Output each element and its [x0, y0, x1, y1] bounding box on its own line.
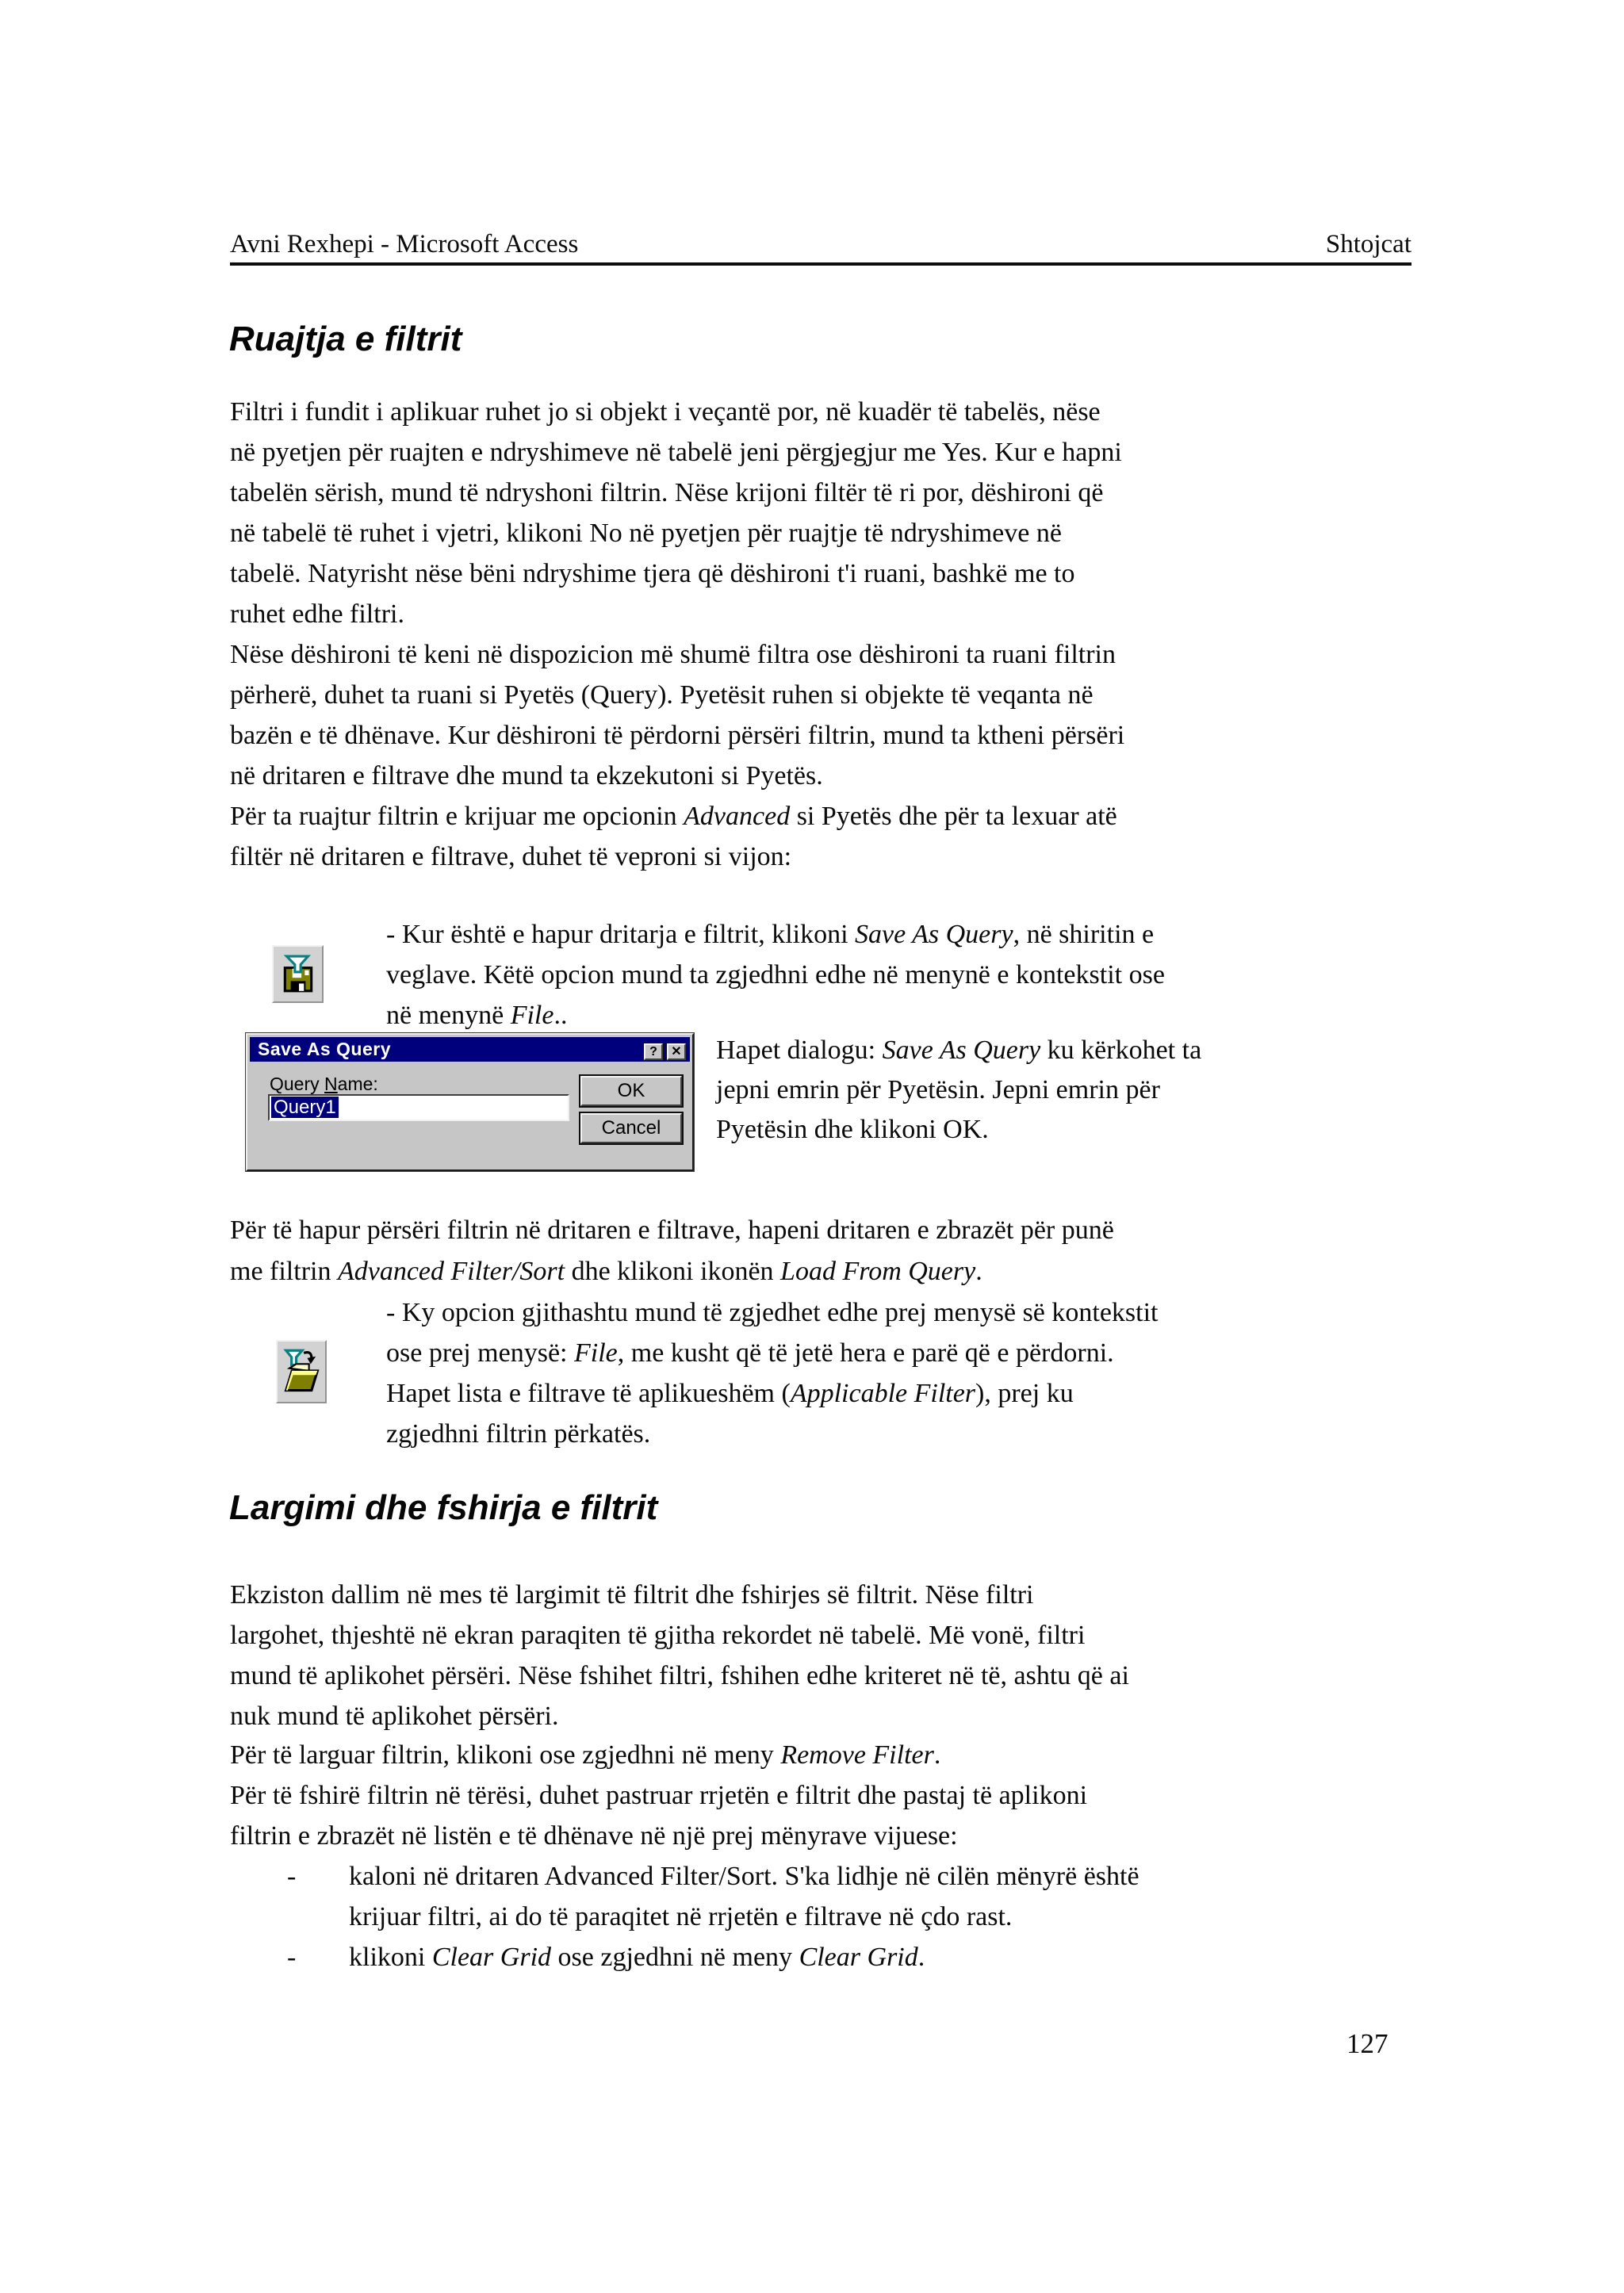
section-title-ruajtja-e-filtrit: Ruajtja e filtrit	[229, 320, 462, 358]
text-line: filtrin e zbrazët në listën e të dhënave në një prej mënyrave vijuese:	[230, 1821, 958, 1851]
text-line: përherë, duhet ta ruani si Pyetës (Query). Pyetësit ruhen si objekte të veqanta në	[230, 680, 1094, 710]
text-line: Nëse dëshironi të keni në dispozicion më shumë filtra ose dëshironi ta ruani filtrin	[230, 640, 1116, 669]
dialog-title: Save As Query	[258, 1039, 392, 1059]
bullet-dash: -	[287, 1862, 297, 1891]
header-rule	[230, 262, 1411, 266]
text-line: Pyetësin dhe klikoni OK.	[716, 1115, 989, 1144]
text-line: veglave. Këtë opcion mund ta zgjedhni edhe në menynë e kontekstit ose	[386, 960, 1165, 990]
text-line: - Kur është e hapur dritarja e filtrit, klikoni Save As Query, në shiritin e	[386, 920, 1155, 949]
text-line: nuk mund të aplikohet përsëri.	[230, 1702, 559, 1731]
bullet-item	[230, 1856, 1419, 1937]
ok-button[interactable]: OK	[580, 1076, 682, 1106]
text-line: Për të larguar filtrin, klikoni ose zgjedhni në meny Remove Filter.	[230, 1740, 941, 1770]
text-line: tabelën sërish, mund të ndryshoni filtrin. Nëse krijoni filtër të ri por, dëshironi që	[230, 478, 1104, 507]
bullet-text	[349, 1856, 1419, 1937]
text-line: filtër në dritaren e filtrave, duhet të veproni si vijon:	[230, 842, 792, 871]
text-line: në dritaren e filtrave dhe mund ta ekzekutoni si Pyetës.	[230, 761, 823, 790]
save-as-query-toolbar-button[interactable]	[272, 945, 324, 1003]
load-from-query-icon	[282, 1348, 320, 1395]
text-line: në pyetjen për ruajten e ndryshimeve në tabelë jeni përgjegjur me Yes. Kur e hapni	[230, 438, 1122, 467]
bullet-item	[230, 1937, 1419, 1977]
text-line: kaloni në dritaren Advanced Filter/Sort. S'ka lidhje në cilën mënyrë është	[349, 1862, 1139, 1891]
paragraph-block-4	[230, 1210, 1114, 1292]
header-right: Shtojcat	[1325, 230, 1411, 258]
bullet-list	[230, 1856, 1419, 1977]
text-line: Për të fshirë filtrin në tërësi, duhet pastruar rrjetën e filtrit dhe pastaj të aplikoni	[230, 1781, 1088, 1810]
text-line: ruhet edhe filtri.	[230, 599, 404, 629]
dialog-side-text	[716, 1031, 1201, 1150]
text-line: tabelë. Natyrisht nëse bëni ndryshime tjera që dëshironi t'i ruani, bashkë me to	[230, 559, 1075, 588]
dialog-close-button[interactable]: ✕	[667, 1043, 686, 1060]
dialog-help-button[interactable]: ?	[644, 1043, 663, 1060]
text-line: - Ky opcion gjithashtu mund të zgjedhet edhe prej menysë së kontekstit	[386, 1298, 1159, 1327]
text-line: klikoni Clear Grid ose zgjedhni në meny Clear Grid.	[349, 1943, 925, 1972]
text-line: Hapet lista e filtrave të aplikueshëm (Applicable Filter), prej ku	[386, 1379, 1074, 1408]
text-line: largohet, thjeshtë në ekran paraqiten të gjitha rekordet në tabelë. Më vonë, filtri	[230, 1621, 1086, 1650]
page-number: 127	[1346, 2028, 1388, 2059]
cancel-button[interactable]: Cancel	[580, 1113, 682, 1143]
text-line: zgjedhni filtrin përkatës.	[386, 1419, 651, 1449]
dialog-titlebar[interactable]	[250, 1037, 690, 1062]
save-as-query-icon	[281, 955, 316, 994]
bullet-dash: -	[287, 1943, 297, 1972]
text-line: me filtrin Advanced Filter/Sort dhe klikoni ikonën Load From Query.	[230, 1257, 982, 1286]
save-as-query-dialog	[246, 1033, 694, 1171]
text-line: bazën e të dhënave. Kur dëshironi të përdorni përsëri filtrin, mund ta ktheni përsëri	[230, 721, 1125, 750]
text-line: në tabelë të ruhet i vjetri, klikoni No në pyetjen për ruajtje të ndryshimeve në	[230, 519, 1062, 548]
load-from-query-toolbar-button[interactable]	[276, 1340, 327, 1403]
section-title-largimi-dhe-fshirja: Largimi dhe fshirja e filtrit	[229, 1488, 658, 1527]
text-line: mund të aplikohet përsëri. Nëse fshihet filtri, fshihen edhe kriteret në të, ashtu që ai	[230, 1661, 1129, 1690]
text-line: në menynë File..	[386, 1001, 568, 1030]
text-line: Hapet dialogu: Save As Query ku kërkohet ta	[716, 1035, 1202, 1065]
text-line: ose prej menysë: File, me kusht që të jetë hera e parë që e përdorni.	[386, 1338, 1114, 1368]
query-name-input[interactable]	[268, 1094, 569, 1121]
bullet-text	[349, 1937, 1419, 1977]
text-line: Ekziston dallim në mes të largimit të filtrit dhe fshirjes së filtrit. Nëse filtri	[230, 1580, 1034, 1610]
header-left: Avni Rexhepi - Microsoft Access	[230, 230, 579, 258]
indented-step-2	[386, 1292, 1159, 1454]
text-line: Për ta ruajtur filtrin e krijuar me opcionin Advanced si Pyetës dhe për ta lexuar atë	[230, 802, 1117, 831]
indented-step-1	[386, 914, 1165, 1035]
paragraph-block-5	[230, 1575, 1129, 1736]
text-line: jepni emrin për Pyetësin. Jepni emrin për	[716, 1075, 1160, 1104]
paragraph-block-1	[230, 392, 1124, 877]
paragraph-block-6	[230, 1735, 940, 1775]
text-line: Filtri i fundit i aplikuar ruhet jo si objekt i veçantë por, në kuadër të tabelës, nëse	[230, 397, 1101, 427]
query-name-selected-text: Query1	[271, 1097, 339, 1118]
text-line: Për të hapur përsëri filtrin në dritaren e filtrave, hapeni dritaren e zbrazët për punë	[230, 1215, 1114, 1245]
paragraph-block-7	[230, 1775, 1087, 1856]
text-line: krijuar filtri, ai do të paraqitet në rrjetën e filtrave në çdo rast.	[349, 1902, 1013, 1931]
query-name-label: Query Name:	[270, 1074, 378, 1094]
